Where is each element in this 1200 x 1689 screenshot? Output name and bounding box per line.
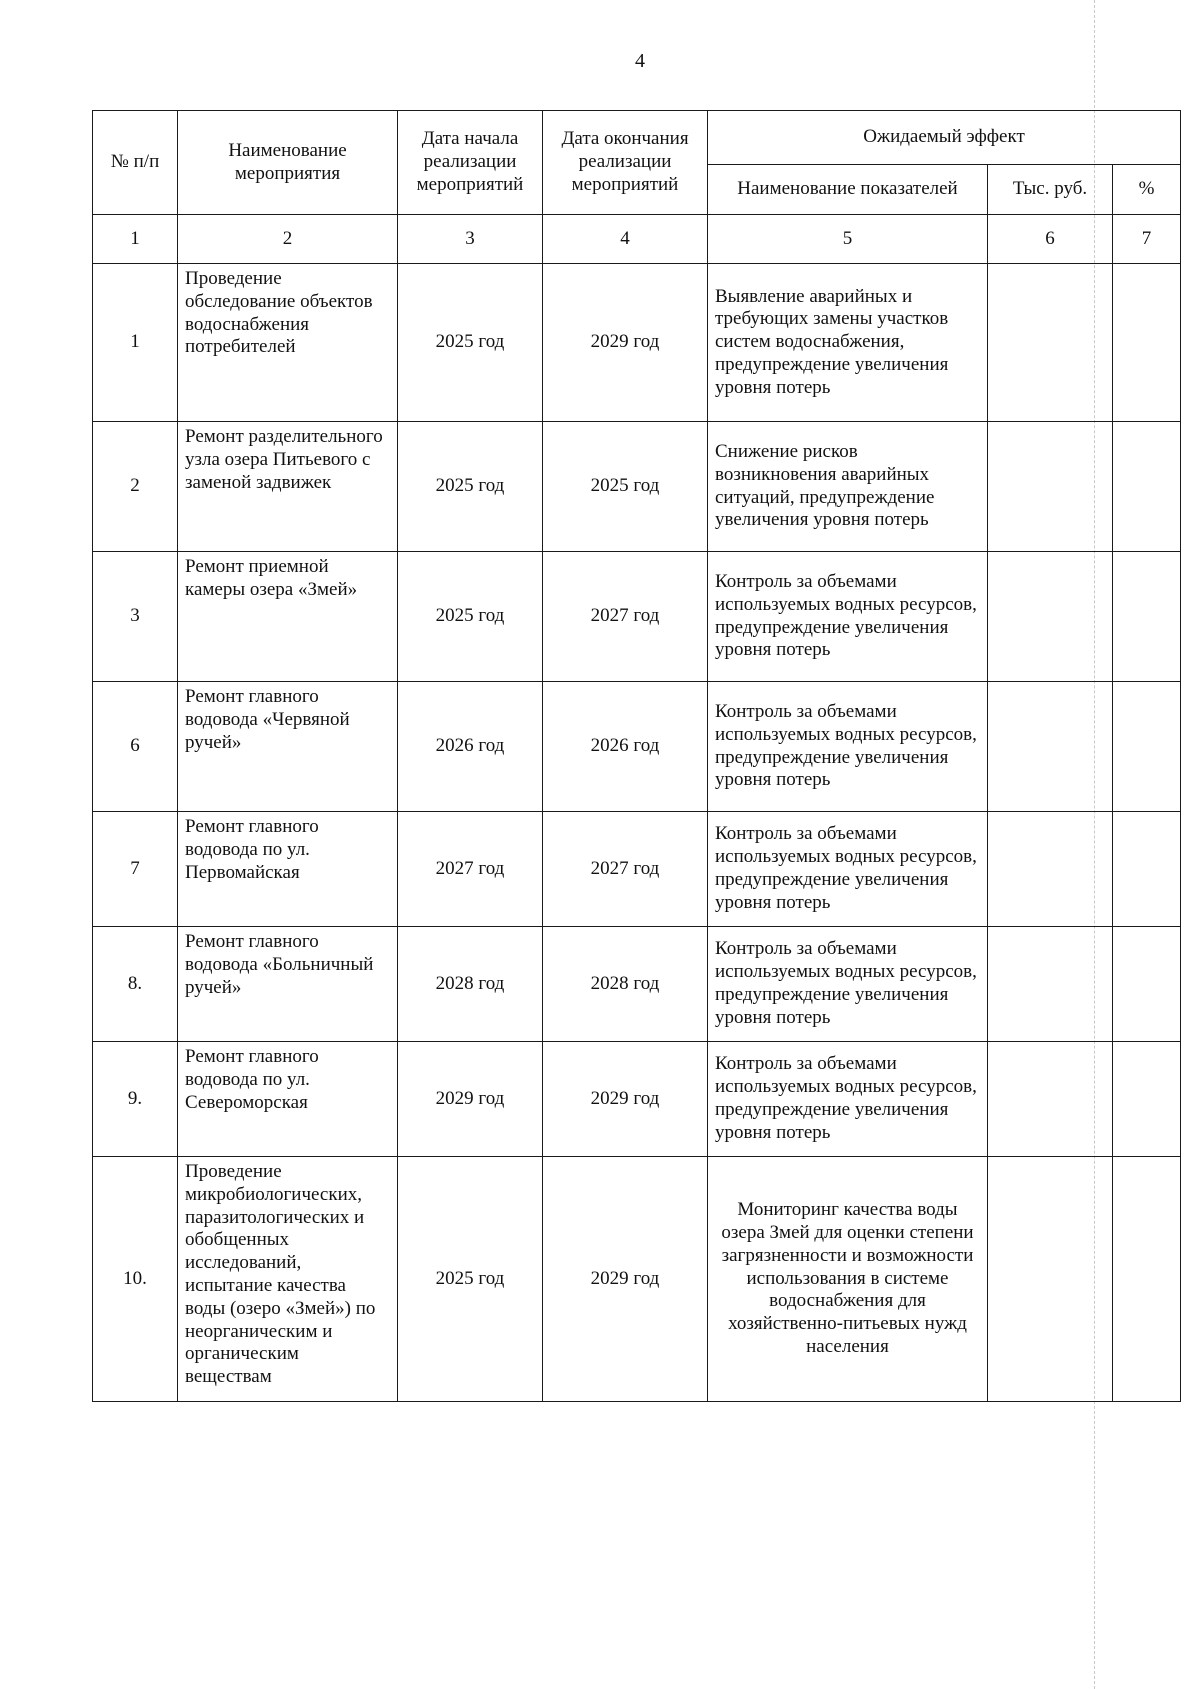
effect-percent <box>1113 552 1181 682</box>
measure-name: Ремонт главного водовода по ул. Североморская <box>178 1042 398 1157</box>
start-date: 2029 год <box>398 1042 543 1157</box>
page-number: 4 <box>635 50 645 72</box>
cost-thousand-rub <box>988 927 1113 1042</box>
column-number: 1 <box>93 215 178 264</box>
row-number: 1 <box>93 264 178 422</box>
measure-name: Ремонт приемной камеры озера «Змей» <box>178 552 398 682</box>
effect-indicator: Контроль за объемами используемых водных ресурсов, предупреждение увеличения уровня потерь <box>708 552 988 682</box>
cost-thousand-rub <box>988 552 1113 682</box>
table-row <box>93 552 1181 682</box>
row-number: 2 <box>93 422 178 552</box>
start-date: 2025 год <box>398 422 543 552</box>
header-end-date: Дата окончания реализации мероприятий <box>543 111 708 215</box>
cost-thousand-rub <box>988 682 1113 812</box>
effect-percent <box>1113 812 1181 927</box>
effect-percent <box>1113 927 1181 1042</box>
effect-percent <box>1113 1157 1181 1402</box>
measure-name: Ремонт разделительного узла озера Питьевого с заменой задвижек <box>178 422 398 552</box>
header-name: Наименование мероприятия <box>178 111 398 215</box>
table-row <box>93 1042 1181 1157</box>
end-date: 2026 год <box>543 682 708 812</box>
table-row <box>93 812 1181 927</box>
effect-indicator: Контроль за объемами используемых водных ресурсов, предупреждение увеличения уровня потерь <box>708 1042 988 1157</box>
row-number: 10. <box>93 1157 178 1402</box>
effect-percent <box>1113 264 1181 422</box>
header-percent: % <box>1113 165 1181 215</box>
column-number: 5 <box>708 215 988 264</box>
table-row <box>93 264 1181 422</box>
row-number: 6 <box>93 682 178 812</box>
end-date: 2027 год <box>543 552 708 682</box>
start-date: 2026 год <box>398 682 543 812</box>
end-date: 2029 год <box>543 264 708 422</box>
measure-name: Ремонт главного водовода по ул. Первомайская <box>178 812 398 927</box>
effect-percent <box>1113 1042 1181 1157</box>
effect-indicator: Выявление аварийных и требующих замены участков систем водоснабжения, предупреждение увеличения уровня потерь <box>708 264 988 422</box>
header-start-date: Дата начала реализации мероприятий <box>398 111 543 215</box>
cost-thousand-rub <box>988 264 1113 422</box>
cost-thousand-rub <box>988 1157 1113 1402</box>
column-number: 4 <box>543 215 708 264</box>
start-date: 2028 год <box>398 927 543 1042</box>
row-number: 8. <box>93 927 178 1042</box>
table-row <box>93 1157 1181 1402</box>
effect-indicator: Контроль за объемами используемых водных ресурсов, предупреждение увеличения уровня потерь <box>708 812 988 927</box>
end-date: 2029 год <box>543 1157 708 1402</box>
effect-indicator: Контроль за объемами используемых водных ресурсов, предупреждение увеличения уровня потерь <box>708 682 988 812</box>
measure-name: Ремонт главного водовода «Больничный ручей» <box>178 927 398 1042</box>
header-indicators: Наименование показателей <box>708 165 988 215</box>
effect-percent <box>1113 682 1181 812</box>
table-row <box>93 682 1181 812</box>
start-date: 2027 год <box>398 812 543 927</box>
column-number: 3 <box>398 215 543 264</box>
row-number: 3 <box>93 552 178 682</box>
table-row <box>93 422 1181 552</box>
table-row <box>93 927 1181 1042</box>
start-date: 2025 год <box>398 552 543 682</box>
cost-thousand-rub <box>988 812 1113 927</box>
column-number: 7 <box>1113 215 1181 264</box>
effect-indicator: Контроль за объемами используемых водных ресурсов, предупреждение увеличения уровня потерь <box>708 927 988 1042</box>
effect-indicator: Мониторинг качества воды озера Змей для оценки степени загрязненности и возможности использования в системе водоснабжения для хозяйственно-питьевых нужд населения <box>708 1157 988 1402</box>
end-date: 2029 год <box>543 1042 708 1157</box>
effect-indicator: Снижение рисков возникновения аварийных ситуаций, предупреждение увеличения уровня потерь <box>708 422 988 552</box>
row-number: 9. <box>93 1042 178 1157</box>
column-number: 2 <box>178 215 398 264</box>
start-date: 2025 год <box>398 1157 543 1402</box>
header-num: № п/п <box>93 111 178 215</box>
measure-name: Ремонт главного водовода «Червяной ручей» <box>178 682 398 812</box>
effect-percent <box>1113 422 1181 552</box>
column-number-row <box>93 215 1181 264</box>
end-date: 2028 год <box>543 927 708 1042</box>
start-date: 2025 год <box>398 264 543 422</box>
row-number: 7 <box>93 812 178 927</box>
end-date: 2025 год <box>543 422 708 552</box>
header-expected-effect: Ожидаемый эффект <box>708 111 1181 165</box>
measures-table <box>92 110 1181 1402</box>
cost-thousand-rub <box>988 422 1113 552</box>
end-date: 2027 год <box>543 812 708 927</box>
header-thousand-rub: Тыс. руб. <box>988 165 1113 215</box>
cost-thousand-rub <box>988 1042 1113 1157</box>
measure-name: Проведение микробиологических, паразитологических и обобщенных исследований, испытание качества воды (озеро «Змей») по неорганическим и органическим веществам <box>178 1157 398 1402</box>
column-number: 6 <box>988 215 1113 264</box>
measure-name: Проведение обследование объектов водоснабжения потребителей <box>178 264 398 422</box>
